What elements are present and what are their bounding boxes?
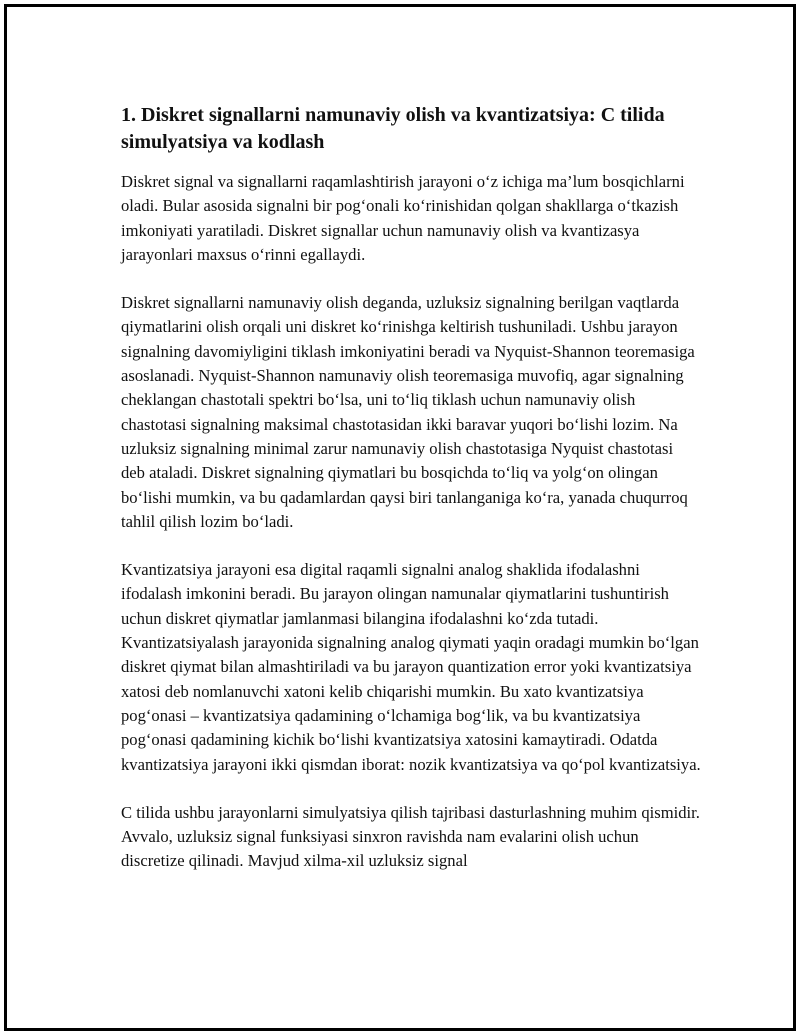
page-frame (4, 4, 796, 1031)
paragraph-quantization: Kvantizatsiya jarayoni esa digital raqamli signalni analog shaklida ifodalashni ifodalash imkonini beradi. Bu jarayon olingan namunalar qiymatlarini tushuntirish uchun diskret qiymatlar jamlanmasi bilangina ifodalashni ko‘zda tutadi. Kvantizatsiyalash jarayonida signalning analog qiymati yaqin oradagi mumkin bo‘lgan diskret qiymat bilan almashtiriladi va bu jarayon quantization error yoki kvantizatsiya xatosi deb nomlanuvchi xatoni kelib chiqarishi mumkin. Bu xato kvantizatsiya pog‘onasi – kvantizatsiya qadamining o‘lchamiga bog‘lik, va bu kvantizatsiya pog‘onasi qadamining kichik bo‘lishi kvantizatsiya xatosini kamaytiradi. Odatda kvantizatsiya jarayoni ikki qismdan iborat: nozik kvantizatsiya va qo‘pol kvantizatsiya. (121, 560, 701, 774)
paragraph-c-simulation: C tilida ushbu jarayonlarni simulyatsiya qilish tajribasi dasturlashning muhim qismidir. Avvalo, uzluksiz signal funksiyasi sinxron ravishda nam evalarini olish uchun discretize qilinadi. Mavjud xilma-xil uzluksiz signal (121, 802, 700, 871)
paragraph-sampling: Diskret signallarni namunaviy olish deganda, uzluksiz signalning berilgan vaqtlarda qiymatlarini olish orqali uni diskret ko‘rinishga keltirish tushuniladi. Ushbu jarayon signalning davomiyligini tiklash imkoniyatini beradi va Nyquist-Shannon teoremasiga asoslanadi. Nyquist-Shannon namunaviy olish teoremasiga muvofiq, agar signalning cheklangan chastotali spektri bo‘lsa, uni to‘liq tiklash uchun namunaviy olish chastotasi signalning maksimal chastotasidan ikki baravar yuqori bo‘lishi lozim. Na uzluksiz signalning minimal zarur namunaviy olish chastotasiga Nyquist chastotasi deb ataladi. Diskret signalning qiymatlari bu bosqichda to‘liq va yolg‘on olingan bo‘lishi mumkin, va bu qadamlardan qaysi biri tanlanganiga ko‘ra, yanada chuqurroq tahlil qilish lozim bo‘ladi. (121, 293, 695, 531)
paragraph-intro: Diskret signal va signallarni raqamlashtirish jarayoni o‘z ichiga ma’lum bosqichlarni oladi. Bular asosida signalni bir pog‘onali ko‘rinishidan qolgan shakllarga o‘tkazish imkoniyati yaratiladi. Diskret signallar uchun namunaviy olish va kvantizasya jarayonlari maxsus o‘rinni egallaydi. (121, 172, 685, 264)
section-heading: 1. Diskret signallarni namunaviy olish va kvantizatsiya: C tilida simulyatsiya va kodlash (121, 104, 665, 153)
document-body (121, 102, 701, 898)
